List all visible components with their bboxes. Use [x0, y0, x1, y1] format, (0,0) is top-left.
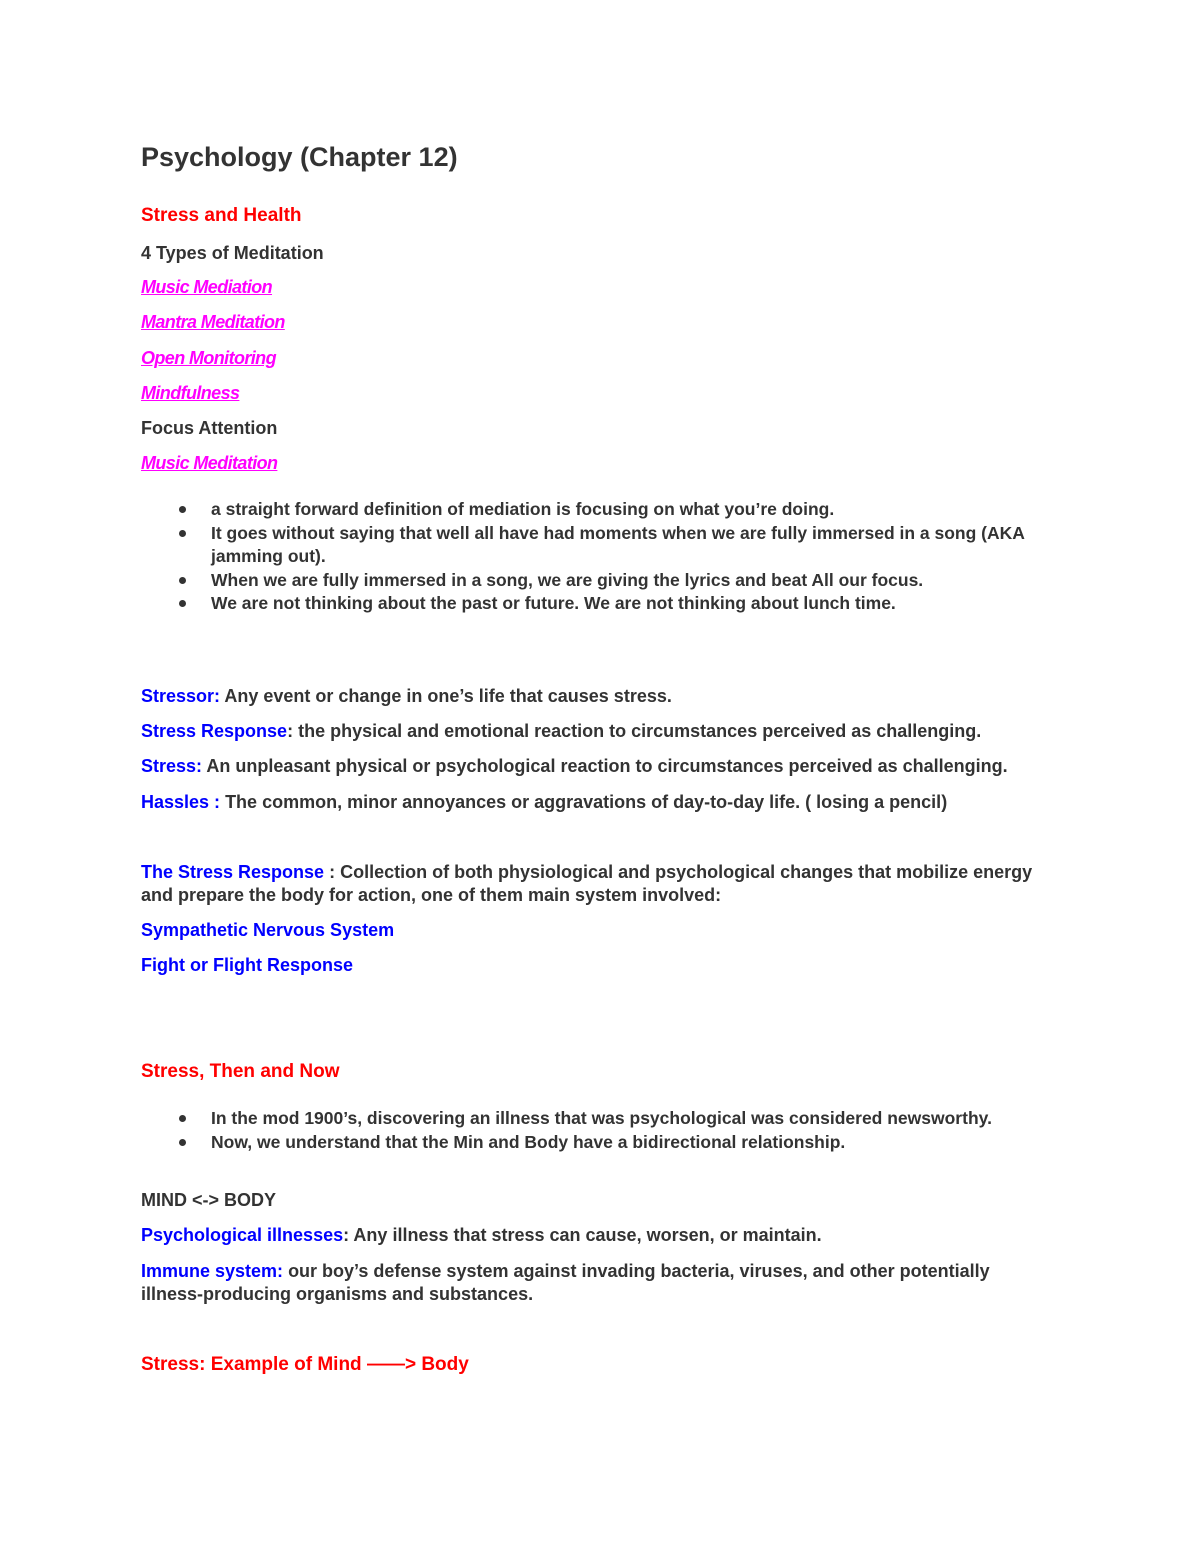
definition-stress-response: [141, 720, 981, 743]
link-mantra-meditation[interactable]: Mantra Meditation: [141, 312, 285, 332]
page-title: Psychology (Chapter 12): [141, 142, 458, 172]
list-item: [141, 592, 1061, 616]
sympathetic-nervous-system: Sympathetic Nervous System: [141, 920, 395, 940]
link-music-meditation[interactable]: Music Meditation: [141, 453, 278, 473]
term: Psychological illnesses: [141, 1225, 344, 1245]
bullet-text: Now, we understand that the Min and Body have a bidirectional relationship.: [211, 1131, 846, 1152]
definition-text: An unpleasant physical or psychological reaction to circumstances perceived as challenging.: [202, 756, 1008, 776]
term: Immune system:: [141, 1261, 284, 1281]
definition-text: : the physical and emotional reaction to circumstances perceived as challenging.: [287, 721, 982, 741]
term: The Stress Response: [141, 862, 325, 882]
section-heading: Stress and Health: [141, 205, 302, 226]
focus-label: Focus Attention: [141, 418, 278, 438]
definition-text: : Any illness that stress can cause, worsen, or maintain.: [343, 1225, 822, 1245]
bullet-icon: [179, 1115, 186, 1122]
bullet-icon: [179, 506, 186, 513]
definition-text: Any event or change in one’s life that causes stress.: [220, 686, 672, 706]
list-item: [141, 569, 1061, 593]
bullet-text: We are not thinking about the past or future. We are not thinking about lunch time.: [211, 593, 896, 613]
link-music-mediation[interactable]: Music Mediation: [141, 277, 273, 297]
definition-hassles: [141, 791, 947, 814]
term: Stressor:: [141, 686, 221, 706]
bullet-icon: [179, 577, 186, 584]
definition-text: The common, minor annoyances or aggravations of day-to-day life. ( losing a pencil): [220, 792, 948, 812]
bullet-icon: [179, 530, 186, 537]
bullet-icon: [179, 1139, 186, 1146]
definition-psychological-illnesses: [141, 1224, 822, 1247]
section-heading: Stress: Example of Mind ——> Body: [141, 1354, 469, 1375]
list-item: [141, 1131, 1061, 1155]
term: Hassles :: [141, 792, 221, 812]
list-item: [141, 1107, 1061, 1131]
types-label: 4 Types of Meditation: [141, 243, 324, 263]
mind-body-label: MIND <-> BODY: [141, 1190, 277, 1210]
link-open-monitoring[interactable]: Open Monitoring: [141, 348, 276, 368]
definition-immune-system: [141, 1260, 991, 1306]
bullet-text: It goes without saying that well all have had moments when we are fully immersed in a song (AKA jamming out).: [211, 522, 1025, 566]
bullet-text: a straight forward definition of mediation is focusing on what you’re doing.: [211, 499, 835, 519]
bullet-text: In the mod 1900’s, discovering an illness that was psychological was considered newsworthy.: [211, 1108, 992, 1128]
link-mindfulness[interactable]: Mindfulness: [141, 383, 240, 403]
term: Stress Response: [141, 721, 288, 741]
definition-stressor: [141, 685, 672, 708]
definition-text: our boy’s defense system against invading bacteria, viruses, and other potentially illness-producing organisms and substances.: [141, 1261, 990, 1304]
term: Stress:: [141, 756, 203, 776]
list-item: [141, 522, 1061, 569]
definition-stress: [141, 755, 1008, 778]
list-item: [141, 498, 1061, 522]
bullet-list: [141, 498, 1061, 616]
definition-text: : Collection of both physiological and psychological changes that mobilize energy and prepare the body for action, one of them main system involved:: [141, 862, 1033, 905]
bullet-icon: [179, 600, 186, 607]
definition-the-stress-response: [141, 861, 1061, 907]
bullet-text: When we are fully immersed in a song, we are giving the lyrics and beat All our focus.: [211, 569, 924, 590]
fight-or-flight-response: Fight or Flight Response: [141, 955, 353, 975]
section-heading: Stress, Then and Now: [141, 1061, 340, 1082]
bullet-list: [141, 1107, 1061, 1154]
